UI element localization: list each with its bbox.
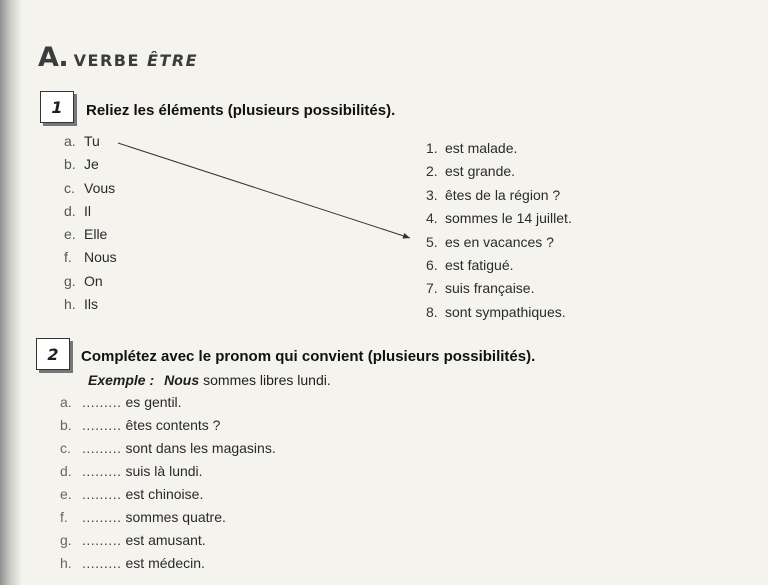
item-label: g. <box>64 272 76 289</box>
item-label: 4. <box>426 210 438 227</box>
blank-field[interactable]: ......... <box>82 486 122 502</box>
list-item <box>60 463 276 486</box>
item-text: suis française. <box>445 280 535 297</box>
list-item <box>64 249 117 272</box>
item-text: Tu <box>84 133 100 149</box>
list-item <box>60 486 276 509</box>
list-item <box>426 163 572 186</box>
exercise-2-example <box>88 372 331 388</box>
list-item <box>426 280 572 303</box>
exercise-2-number-box <box>36 338 70 370</box>
list-item <box>64 226 117 249</box>
item-text: Nous <box>84 249 117 266</box>
item-text: Il <box>84 202 91 219</box>
list-item <box>64 133 117 156</box>
item-label: b. <box>64 156 76 173</box>
blank-field[interactable]: ......... <box>82 532 122 548</box>
item-text: Vous <box>84 179 116 196</box>
item-text: est amusant. <box>125 532 206 548</box>
item-text: êtes contents ? <box>125 417 221 433</box>
page-binding-shadow <box>0 0 22 585</box>
item-text: On <box>84 272 103 289</box>
item-label: 7. <box>426 280 438 297</box>
list-item <box>426 304 572 327</box>
item-label: h. <box>64 296 76 313</box>
item-text: sommes quatre. <box>125 509 226 525</box>
item-text: sont dans les magasins. <box>125 440 276 456</box>
list-item <box>60 555 276 578</box>
example-label: Exemple : <box>88 372 155 388</box>
blank-field[interactable]: ......... <box>82 509 122 525</box>
section-name: VERBE ÊTRE <box>73 51 199 70</box>
item-text: sommes le 14 juillet. <box>445 210 572 227</box>
item-label: g. <box>60 532 72 548</box>
blank-field[interactable]: ......... <box>82 440 122 456</box>
item-text: est fatigué. <box>445 256 514 273</box>
blank-field[interactable]: ......... <box>82 463 122 479</box>
exercise-1-title: Reliez les éléments (plusieurs possibilités). <box>86 102 396 119</box>
item-text: Je <box>84 156 99 173</box>
item-label: c. <box>64 179 75 196</box>
exercise-1-number: 1 <box>51 97 63 117</box>
item-label: 1. <box>426 140 438 156</box>
section-letter: A. <box>38 42 68 73</box>
item-label: 8. <box>426 303 438 320</box>
item-text: est chinoise. <box>125 486 204 502</box>
item-text: est malade. <box>445 140 518 156</box>
item-text: es en vacances ? <box>445 233 554 250</box>
item-label: f. <box>64 249 72 266</box>
exercise-2-number: 2 <box>47 344 59 364</box>
item-text: est grande. <box>445 163 516 180</box>
exercise-2-title: Complétez avec le pronom qui convient (plusieurs possibilités). <box>81 348 536 365</box>
item-label: 6. <box>426 256 438 273</box>
item-text: es gentil. <box>125 394 182 410</box>
list-item <box>64 273 117 296</box>
item-label: h. <box>60 555 72 571</box>
list-item <box>64 203 117 226</box>
arrow-line-a-to-5 <box>118 143 410 238</box>
exercise-1-number-box <box>40 91 74 123</box>
item-label: a. <box>60 394 72 410</box>
item-label: f. <box>60 509 68 525</box>
list-item <box>60 532 276 555</box>
item-label: e. <box>64 226 76 243</box>
list-item <box>60 417 276 440</box>
list-item <box>426 140 572 163</box>
item-label: e. <box>60 486 72 502</box>
item-text: Ils <box>84 296 98 313</box>
exercise-1-endings-list <box>426 140 572 327</box>
list-item <box>60 394 276 417</box>
list-item <box>60 509 276 532</box>
blank-field[interactable]: ......... <box>82 555 122 571</box>
example-sentence: sommes libres lundi. <box>203 372 331 388</box>
item-label: b. <box>60 417 72 433</box>
blank-field[interactable]: ......... <box>82 417 122 433</box>
item-label: c. <box>60 440 71 456</box>
item-text: êtes de la région ? <box>445 186 561 203</box>
list-item <box>426 187 572 210</box>
list-item <box>64 180 117 203</box>
list-item <box>60 440 276 463</box>
item-label: a. <box>64 133 76 149</box>
list-item <box>64 296 117 319</box>
exercise-1-subjects-list <box>64 133 117 319</box>
section-heading <box>38 42 198 72</box>
item-label: d. <box>60 463 72 479</box>
list-item <box>426 257 572 280</box>
item-label: 2. <box>426 163 438 180</box>
list-item <box>64 156 117 179</box>
item-text: est médecin. <box>125 555 205 571</box>
exercise-2-sentences-list <box>60 394 276 578</box>
item-label: 3. <box>426 186 438 203</box>
list-item <box>426 210 572 233</box>
example-pronoun: Nous <box>164 372 200 388</box>
item-text: Elle <box>84 226 108 243</box>
item-text: sont sympathiques. <box>445 303 566 320</box>
list-item <box>426 234 572 257</box>
item-label: d. <box>64 202 76 219</box>
blank-field[interactable]: ......... <box>82 394 122 410</box>
item-label: 5. <box>426 233 438 250</box>
item-text: suis là lundi. <box>125 463 203 479</box>
